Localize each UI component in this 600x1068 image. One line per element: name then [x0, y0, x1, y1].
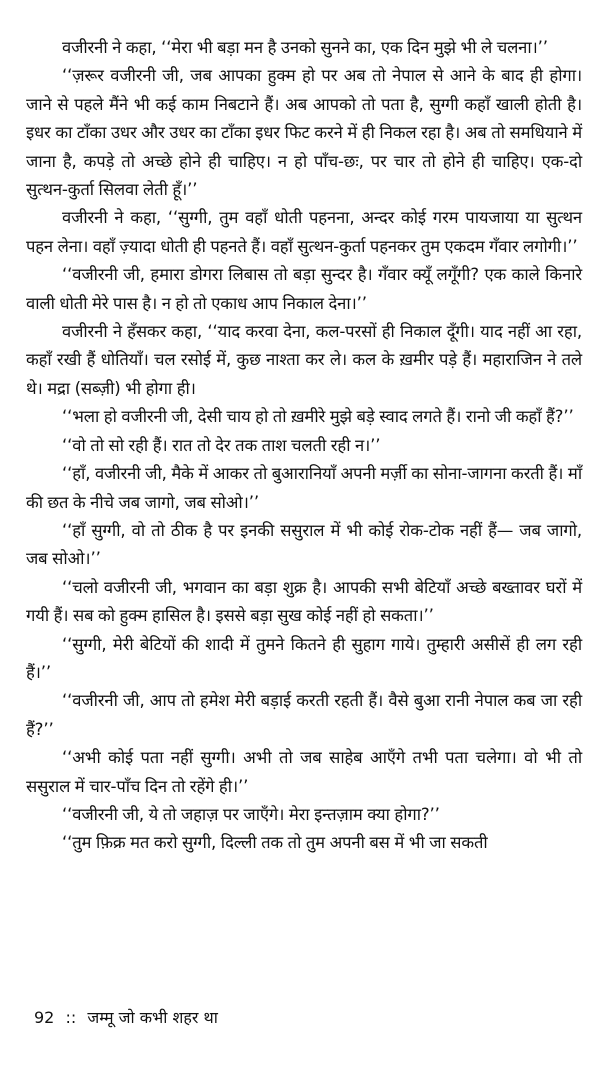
- book-title: जम्मू जो कभी शहर था: [87, 1008, 218, 1027]
- paragraph: वजीरनी ने कहा, ‘‘मेरा भी बड़ा मन है उनको सुनने का, एक दिन मुझे भी ले चलना।’’: [62, 38, 548, 57]
- paragraph: ‘‘वजीरनी जी, ये तो जहाज़ पर जाएँगे। मेरा इन्तज़ाम क्या होगा?’’: [62, 804, 440, 824]
- footer-separator: ::: [65, 1008, 77, 1027]
- body-text: [26, 34, 582, 858]
- paragraph: ‘‘वजीरनी जी, आप तो हमेश मेरी बड़ाई करती रहती हैं। वैसे बुआ रानी नेपाल कब जा रही हैं?’’: [26, 691, 582, 739]
- paragraph: वजीरनी ने हँसकर कहा, ‘‘याद करवा देना, कल-परसों ही निकाल दूँगी। याद नहीं आ रहा, कहाँ रखी हैं धोतियाँ। चल रसोई में, कुछ नाश्ता कर ले। कल के ख़मीर पड़े हैं। महाराजिन ने तले थे। मद्रा (सब्ज़ी) भी होगा ही।: [26, 322, 582, 398]
- paragraph: ‘‘भला हो वजीरनी जी, देसी चाय हो तो ख़मीरे मुझे बड़े स्वाद लगते हैं। रानो जी कहाँ हैं?’’: [62, 407, 574, 427]
- paragraph: ‘‘तुम फ़िक्र मत करो सुग्गी, दिल्ली तक तो तुम अपनी बस में भी जा सकती: [62, 833, 488, 853]
- page-footer: [34, 1006, 224, 1030]
- paragraph: ‘‘हाँ, वजीरनी जी, मैके में आकर तो बुआरानियाँ अपनी मर्ज़ी का सोना-जागना करती हैं। माँ की छत के नीचे जब जागो, जब सोओ।’’: [26, 464, 582, 512]
- paragraph: ‘‘चलो वजीरनी जी, भगवान का बड़ा शुक्र है। आपकी सभी बेटियाँ अच्छे बख्तावर घरों में गयी हैं। सब को हुक्म हासिल है। इससे बड़ा सुख कोई नहीं हो सकता।’’: [26, 577, 582, 626]
- paragraph: वजीरनी ने कहा, ‘‘सुग्गी, तुम वहाँ धोती पहनना, अन्दर कोई गरम पायजाया या सुत्थन पहन लेना। वहाँ ज़्यादा धोती ही पहनते हैं। वहाँ सुत्थन-कुर्ता पहनकर तुम एकदम गँवार लगोगी।’’: [26, 208, 582, 256]
- paragraph: ‘‘वो तो सो रही हैं। रात तो देर तक ताश चलती रही न।’’: [62, 435, 381, 455]
- paragraph: ‘‘वजीरनी जी, हमारा डोगरा लिबास तो बड़ा सुन्दर है। गँवार क्यूँ लगूँगी? एक काले किनारे वाली धोती मेरे पास है। न हो तो एकाध आप निकाल देना।’’: [26, 265, 582, 313]
- page-number: 92: [34, 1008, 55, 1027]
- paragraph: ‘‘हाँ सुग्गी, वो तो ठीक है पर इनकी ससुराल में भी कोई रोक-टोक नहीं हैं— जब जागो, जब सोओ।’’: [26, 520, 582, 569]
- paragraph: ‘‘ज़रूर वजीरनी जी, जब आपका हुक्म हो पर अब तो नेपाल से आने के बाद ही होगा। जाने से पहले मैंने भी कई काम निबटाने हैं। अब आपको तो पता है, सुग्गी कहाँ खाली होती है। इधर का टाँका उधर और उधर का टाँका इधर फिट करने में ही निकल रहा है। अब तो समधियाने में जाना है, कपड़े तो अच्छे होने ही चाहिए। न हो पाँच-छः, पर चार तो होने ही चाहिए। एक-दो सुत्थन-कुर्ता सिलवा लेती हूँ।’’: [26, 66, 582, 200]
- paragraph: ‘‘अभी कोई पता नहीं सुग्गी। अभी तो जब साहेब आएँगे तभी पता चलेगा। वो भी तो ससुराल में चार-पाँच दिन तो रहेंगे ही।’’: [26, 748, 582, 796]
- paragraph: ‘‘सुग्गी, मेरी बेटियों की शादी में तुमने कितने ही सुहाग गाये। तुम्हारी असीसें ही लग रही हैं।’’: [26, 634, 582, 682]
